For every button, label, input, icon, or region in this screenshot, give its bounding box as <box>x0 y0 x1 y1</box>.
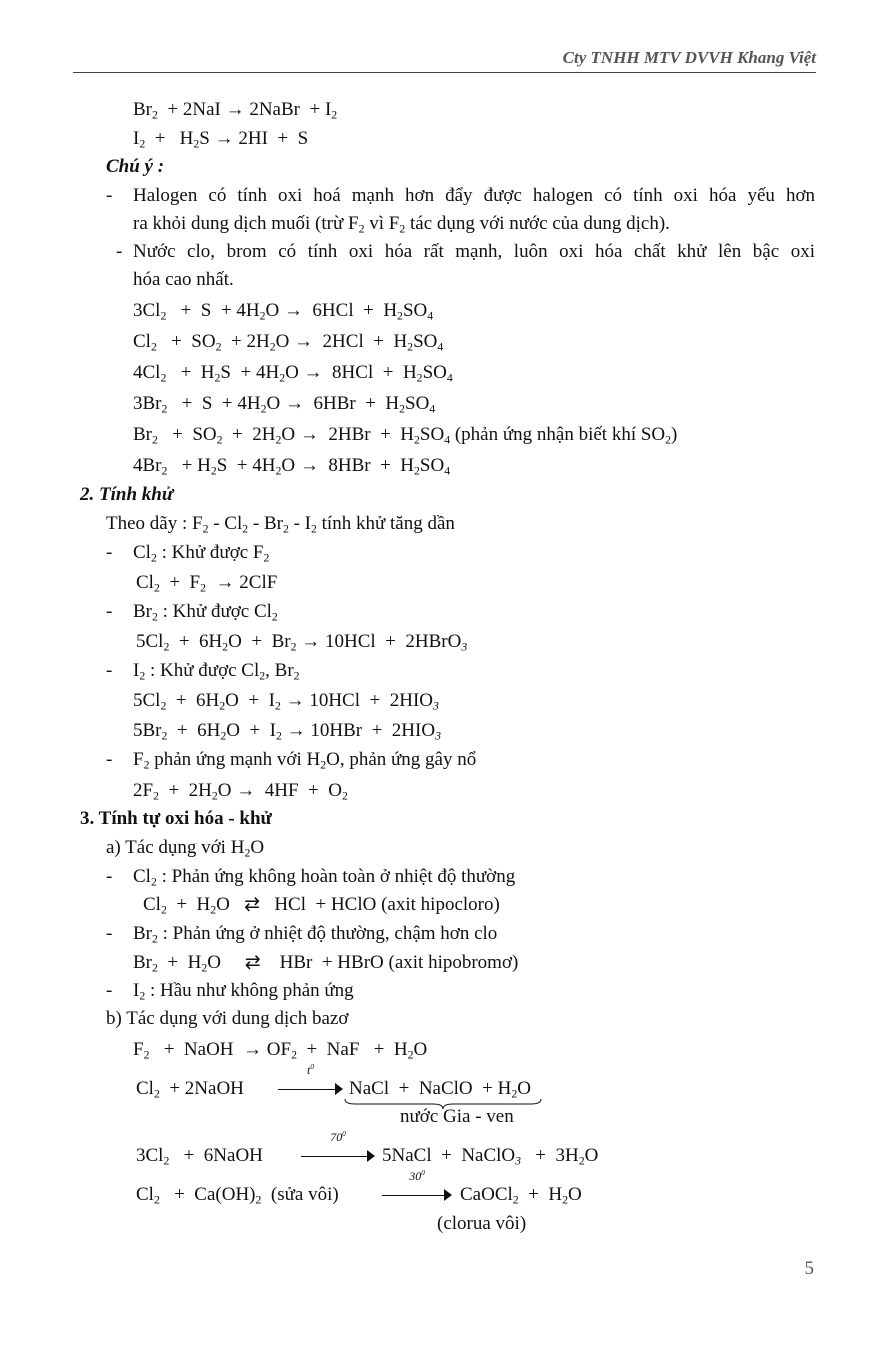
equation-cl2-caoh2-right: CaOCl$_2$ + $H_2O$ <box>460 1184 582 1207</box>
note1-line1: Halogen có tính oxi hoá mạnh hơn đẩy được halogen có tính oxi hóa yếu hơn <box>133 185 815 206</box>
equation-f2-naoh: $F_2$ + NaOH → $OF_2$ + NaF + $H_2O$ <box>133 1039 428 1062</box>
equation-br2-s: $3Br_2 + S + 4H_2O \to 6HBr + H_2SO_4$ <box>133 393 436 416</box>
equation-cl2-h2o: $Cl_2 + H_2O$ ⇄ HCl + HClO (axit hipocloro) <box>143 894 500 917</box>
bullet-dash: - <box>106 660 113 681</box>
equation-cl2-naoh-hot-left: $3Cl_2$ + 6NaOH <box>136 1145 263 1168</box>
i2-reduces-note: $I_2$ : Khử được $Cl_2$, $Br_2$ <box>133 660 300 683</box>
equation-cl2-h2s: $4Cl_2 + H_2S + 4H_2O \to 8HCl + H_2SO_4$ <box>133 362 453 385</box>
bullet-dash: - <box>106 542 113 563</box>
equation-cl2-so2: $Cl_2 + SO_2 + 2H_2O \to 2HCl + H_2SO_4$ <box>133 331 444 354</box>
equation-cl2-naoh-hot-right: 5NaCl + NaClO$_3$ + $3H_2O$ <box>382 1145 599 1168</box>
f2-note: $F_2$ phản ứng mạnh với $H_2O$, phản ứng gây nổ <box>133 749 477 772</box>
cl2-reduces-note: $Cl_2$ : Khử được $F_2$ <box>133 542 270 565</box>
bullet-dash: - <box>106 980 113 1001</box>
equation-cl2-f2: $Cl_2 + F_2 \to 2ClF$ <box>136 572 278 595</box>
section-2-intro: Theo dãy : $F_2 - Cl_2 - Br_2 - I_2$ tính khử tăng dần <box>106 513 455 536</box>
bleaching-powder-label: (clorua vôi) <box>437 1213 527 1234</box>
section-3a-title: a) Tác dụng với $H_2O$ <box>106 837 265 860</box>
equation-cl2-s: $3Cl_2 + S + 4H_2O \to 6HCl + H_2SO_4$ <box>133 300 434 323</box>
i2-h2o-note: $I_2$ : Hầu như không phản ứng <box>133 980 354 1003</box>
equation-br2-nai: $Br_2 + 2NaI$ → 2NaBr + $I_2$ <box>133 99 338 122</box>
equation-br2-i2: $5Br_2 + 6H_2O + I_2 \to 10HBr + 2HIO_3$ <box>133 720 441 743</box>
equation-cl2-i2: $5Cl_2 + 6H_2O + I_2 \to 10HCl + 2HIO_3$ <box>133 690 439 713</box>
br2-reduces-note: $Br_2$ : Khử được $Cl_2$ <box>133 601 278 624</box>
note2-line2: hóa cao nhất. <box>133 269 234 290</box>
section-3b-title: b) Tác dụng với dung dịch bazơ <box>106 1008 349 1029</box>
equation-cl2-naoh-right: NaCl + NaClO + $H_2O$ <box>349 1078 531 1101</box>
note1-line2: ra khỏi dung dịch muối (trừ $F_2$ vì $F_2$ tác dụng với nước của dung dịch). <box>133 213 670 236</box>
br2-h2o-note: $Br_2$ : Phản ứng ở nhiệt độ thường, chậm hơn clo <box>133 923 498 946</box>
equation-cl2-caoh2-left: $Cl_2 + Ca(OH)_2$ (sửa vôi) <box>136 1184 339 1207</box>
bullet-dash: - <box>106 185 113 206</box>
header-title: Cty TNHH MTV DVVH Khang Việt <box>562 48 816 67</box>
bullet-dash: - <box>106 866 113 887</box>
note-heading: Chú ý : <box>106 156 165 177</box>
equation-cl2-br2: $5Cl_2 + 6H_2O + Br_2 \to 10HCl$ + 2HBrO$_3$ <box>136 631 468 654</box>
equation-f2-h2o: $2F_2 + 2H_2O \to 4HF + O_2$ <box>133 780 348 803</box>
note2-line1: Nước clo, brom có tính oxi hóa rất mạnh, luôn oxi hóa chất khử lên bậc oxi <box>133 241 815 262</box>
page-number: 5 <box>804 1258 814 1279</box>
bullet-dash: - <box>106 749 113 770</box>
section-3-title: 3. Tính tự oxi hóa - khử <box>80 808 272 829</box>
equation-br2-so2: $Br_2 + SO_2 + 2H_2O \to 2HBr + H_2SO_4$ (phản ứng nhận biết khí $SO_2$) <box>133 424 678 447</box>
section-2-title: 2. Tính khử <box>80 484 174 505</box>
running-header <box>73 48 816 73</box>
reaction-arrow-heat: $t^0$ <box>278 1077 343 1101</box>
equation-cl2-naoh-left: $Cl_2$ + 2NaOH <box>136 1078 244 1101</box>
equation-br2-h2o: $Br_2 + H_2O$ ⇄ HBr + HBrO (axit hipobromơ) <box>133 952 519 975</box>
reaction-arrow-70: $70^0$ <box>301 1144 375 1168</box>
reaction-arrow-30: $30^0$ <box>382 1183 452 1207</box>
equation-br2-h2s: $4Br_2 + H_2S + 4H_2O \to 8HBr + H_2SO_4$ <box>133 455 451 478</box>
javel-water-label: nước Gia - ven <box>400 1106 514 1127</box>
bullet-dash: - <box>116 241 123 262</box>
equation-i2-h2s: $I_2 + H_2S \to 2HI + S$ <box>133 128 309 151</box>
bullet-dash: - <box>106 601 113 622</box>
bullet-dash: - <box>106 923 113 944</box>
cl2-h2o-note: $Cl_2$ : Phản ứng không hoàn toàn ở nhiệt độ thường <box>133 866 516 889</box>
